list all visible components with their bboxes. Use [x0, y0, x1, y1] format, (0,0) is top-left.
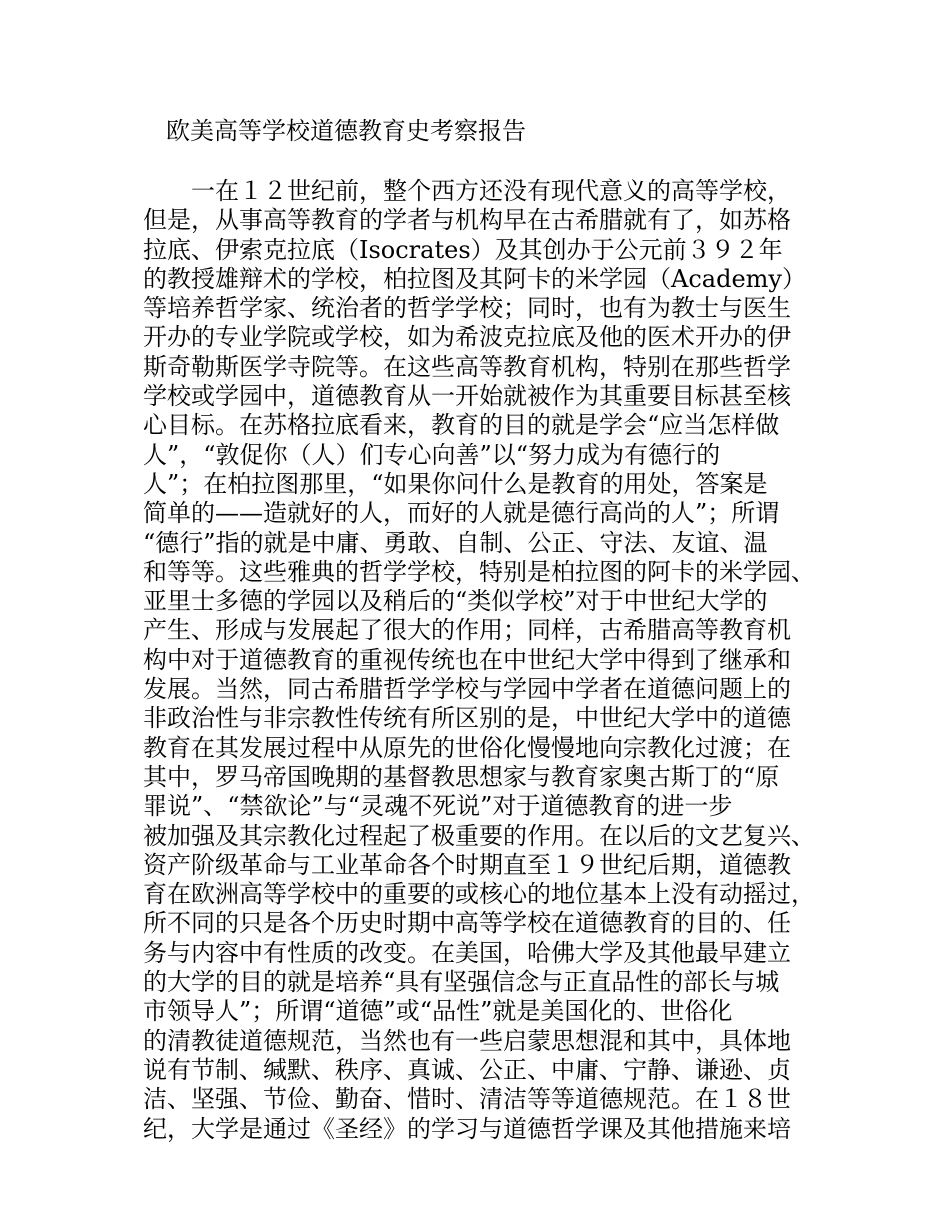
paragraph-line: 拉底、伊索克拉底（Isocrates）及其创办于公元前３９２年 [143, 235, 783, 264]
paragraph-line: 学校或学园中，道德教育从一开始就被作为其重要目标甚至核 [143, 382, 791, 411]
paragraph-line: 简单的——造就好的人，而好的人就是德行高尚的人”；所谓 [143, 499, 780, 528]
paragraph-line: 罪说”、“禁欲论”与“灵魂不死说”对于道德教育的进一步 [143, 792, 733, 821]
paragraph-line: 说有节制、缄默、秩序、真诚、公正、中庸、宁静、谦逊、贞 [143, 1055, 791, 1084]
paragraph-line: “德行”指的就是中庸、勇敢、自制、公正、守法、友谊、温 [143, 528, 768, 557]
paragraph-line: 市领导人”；所谓“道德”或“品性”就是美国化的、世俗化 [143, 997, 733, 1026]
paragraph-line: 和等等。这些雅典的哲学学校，特别是柏拉图的阿卡的米学园、 [143, 557, 815, 586]
paragraph-line: 的大学的目的就是培养“具有坚强信念与正直品性的部长与城 [143, 968, 780, 997]
paragraph-line: 育在欧洲高等学校中的重要的或核心的地位基本上没有动摇过， [143, 880, 815, 909]
document-title: 欧美高等学校道德教育史考察报告 [166, 117, 526, 145]
paragraph-line: 人”，“敦促你（人）们专心向善”以“努力成为有德行的 [143, 440, 721, 469]
paragraph-line: 洁、坚强、节俭、勤奋、惜时、清洁等等道德规范。在１８世 [143, 1085, 791, 1114]
paragraph-line: 其中，罗马帝国晚期的基督教思想家与教育家奥古斯丁的“原 [143, 762, 780, 791]
paragraph-line: 教育在其发展过程中从原先的世俗化慢慢地向宗教化过渡；在 [143, 733, 791, 762]
paragraph-line: 一在１２世纪前，整个西方还没有现代意义的高等学校， [191, 177, 791, 205]
paragraph-line: 等培养哲学家、统治者的哲学学校；同时，也有为教士与医生 [143, 294, 791, 323]
paragraph-line: 发展。当然，同古希腊哲学学校与学园中学者在道德问题上的 [143, 675, 791, 704]
paragraph-line: 心目标。在苏格拉底看来，教育的目的就是学会“应当怎样做 [143, 411, 780, 440]
paragraph-line: 非政治性与非宗教性传统有所区别的是，中世纪大学中的道德 [143, 704, 791, 733]
paragraph-line: 被加强及其宗教化过程起了极重要的作用。在以后的文艺复兴、 [143, 821, 815, 850]
paragraph-line: 资产阶级革命与工业革命各个时期直至１９世纪后期，道德教 [143, 850, 791, 879]
paragraph-line: 开办的专业学院或学校，如为希波克拉底及他的医术开办的伊 [143, 323, 791, 352]
paragraph-line: 斯奇勒斯医学寺院等。在这些高等教育机构，特别在那些哲学 [143, 352, 791, 381]
paragraph-line: 产生、形成与发展起了很大的作用；同样，古希腊高等教育机 [143, 616, 791, 645]
paragraph-line: 的清教徒道德规范，当然也有一些启蒙思想混和其中，具体地 [143, 1026, 791, 1055]
paragraph-line: 所不同的只是各个历史时期中高等学校在道德教育的目的、任 [143, 909, 791, 938]
paragraph-line: 纪，大学是通过《圣经》的学习与道德哲学课及其他措施来培 [143, 1114, 791, 1143]
paragraph-line: 亚里士多德的学园以及稍后的“类似学校”对于中世纪大学的 [143, 587, 768, 616]
paragraph-line: 但是，从事高等教育的学者与机构早在古希腊就有了，如苏格 [143, 206, 791, 235]
paragraph-line: 的教授雄辩术的学校，柏拉图及其阿卡的米学园（Academy） [143, 264, 806, 293]
paragraph-line: 构中对于道德教育的重视传统也在中世纪大学中得到了继承和 [143, 645, 791, 674]
body-paragraph [143, 177, 815, 1144]
paragraph-line: 务与内容中有性质的改变。在美国，哈佛大学及其他最早建立 [143, 938, 791, 967]
paragraph-line: 人”；在柏拉图那里，“如果你问什么是教育的用处，答案是 [143, 469, 768, 498]
